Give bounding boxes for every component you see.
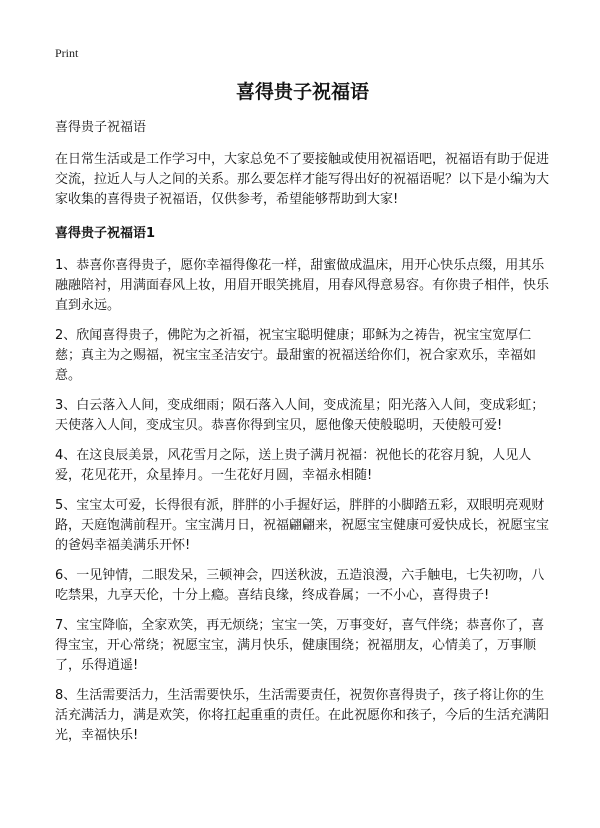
- blessing-item-5: 5、宝宝太可爱，长得很有派，胖胖的小手握好运，胖胖的小脚踏五彩，双眼明亮观财路，天庭饱满前程开。宝宝满月日，祝福翩翩来，祝愿宝宝健康可爱快成长，祝愿宝宝的爸妈幸福美满乐开怀!: [55, 498, 550, 553]
- article-body: [55, 118, 550, 756]
- blessing-item-1: 1、恭喜你喜得贵子，愿你幸福得像花一样，甜蜜做成温床，用开心快乐点缀，用其乐融融陪衬，用满面春风上妆，用眉开眼笑挑眉，用春风得意易容。有你贵子相伴，快乐直到永远。: [55, 258, 550, 313]
- blessing-item-4: 4、在这良辰美景，风花雪月之际，送上贵子满月祝福：祝他长的花容月貌，人见人爱，花见花开，众星捧月。一生花好月圆，幸福永相随!: [55, 448, 532, 483]
- print-link[interactable]: Print: [55, 46, 79, 60]
- page-title: 喜得贵子祝福语: [235, 81, 369, 103]
- blessing-item-7: 7、宝宝降临，全家欢笑，再无烦绕；宝宝一笑，万事变好，喜气伴绕；恭喜你了，喜得宝宝，开心常绕；祝愿宝宝，满月快乐，健康围绕；祝福朋友，心情美了，万事顺了，乐得逍遥!: [55, 618, 545, 673]
- blessing-item-8: 8、生活需要活力，生活需要快乐，生活需要责任，祝贺你喜得贵子，孩子将让你的生活充满活力，满是欢笑，你将扛起重重的责任。在此祝愿你和孩子，今后的生活充满阳光，幸福快乐!: [55, 688, 550, 743]
- section-heading: 喜得贵子祝福语1: [55, 226, 156, 241]
- blessing-item-2: 2、欣闻喜得贵子，佛陀为之祈福，祝宝宝聪明健康；耶稣为之祷告，祝宝宝宽厚仁慈；真主为之赐福，祝宝宝圣洁安宁。最甜蜜的祝福送给你们，祝合家欢乐，幸福如意。: [55, 328, 537, 383]
- blessing-item-3: 3、白云落入人间，变成细雨；陨石落入人间，变成流星；阳光落入人间，变成彩虹；天使落入人间，变成宝贝。恭喜你得到宝贝，愿他像天使般聪明，天使般可爱!: [55, 398, 545, 433]
- intro-paragraph: 在日常生活或是工作学习中，大家总免不了要接触或使用祝福语吧，祝福语有助于促进交流，拉近人与人之间的关系。那么要怎样才能写得出好的祝福语呢？以下是小编为大家收集的喜得贵子祝福语，仅供参考，希望能够帮助到大家!: [55, 152, 550, 207]
- blessing-item-6: 6、一见钟情，二眼发呆，三顿神会，四送秋波，五造浪漫，六手触电，七失初吻，八吃禁果，九享天伦，十分上瘾。喜结良缘，终成眷属；一不小心，喜得贵子!: [55, 568, 545, 603]
- article-subtitle: 喜得贵子祝福语: [55, 120, 147, 135]
